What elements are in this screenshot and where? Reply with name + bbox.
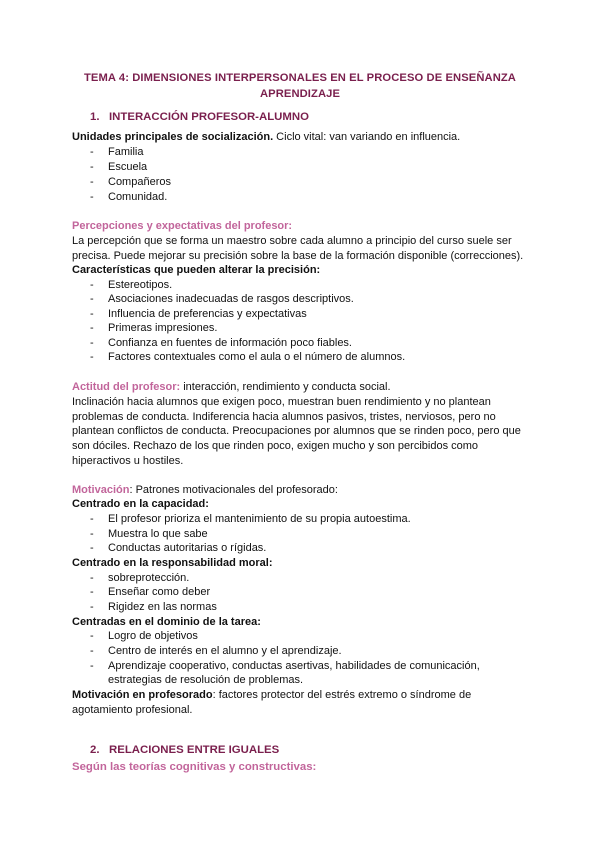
list-item xyxy=(90,527,208,541)
responsabilidad-heading: Centrado en la responsabilidad moral: xyxy=(72,557,273,569)
list-text: Muestra lo que sabe xyxy=(108,528,208,540)
bullet-dash: - xyxy=(90,337,94,349)
list-text: Asociaciones inadecuadas de rasgos descriptivos. xyxy=(108,293,354,305)
profesorado-rest: : factores protector del estrés extremo o síndrome de xyxy=(212,689,472,701)
title-line-1: TEMA 4: DIMENSIONES INTERPERSONALES EN EL PROCESO DE ENSEÑANZA xyxy=(83,72,516,84)
bullet-dash: - xyxy=(90,660,94,672)
list-text: Estereotipos. xyxy=(108,279,173,291)
bullet-dash: - xyxy=(90,279,94,291)
bullet-dash: - xyxy=(90,528,94,540)
profesorado-line xyxy=(72,688,471,702)
list-item xyxy=(90,292,354,306)
teorias-subheading: Según las teorías cognitivas y constructivas: xyxy=(72,761,317,773)
unidades-line xyxy=(72,130,460,144)
bullet-dash: - xyxy=(90,176,94,188)
profesorado-bold: Motivación en profesorado xyxy=(72,689,213,701)
bullet-dash: - xyxy=(90,572,94,584)
percepciones-heading: Percepciones y expectativas del profesor: xyxy=(72,220,293,232)
percepciones-text-1: La percepción que se forma un maestro sobre cada alumno a principio del curso suele ser xyxy=(72,235,512,247)
title-line-2: APRENDIZAJE xyxy=(259,88,341,100)
list-item xyxy=(90,145,143,159)
list-item xyxy=(90,600,217,614)
bullet-dash: - xyxy=(90,322,94,334)
list-item xyxy=(90,659,480,673)
bullet-dash: - xyxy=(90,293,94,305)
capacidad-heading: Centrado en la capacidad: xyxy=(72,498,209,510)
tarea-heading: Centradas en el dominio de la tarea: xyxy=(72,616,261,628)
list-text: Primeras impresiones. xyxy=(108,322,218,334)
list-item xyxy=(90,571,189,585)
list-text: Influencia de preferencias y expectativas xyxy=(108,308,307,320)
bullet-dash: - xyxy=(90,542,94,554)
unidades-bold: Unidades principales de socialización. xyxy=(72,131,274,143)
list-text: Familia xyxy=(108,146,144,158)
unidades-rest: Ciclo vital: van variando en influencia. xyxy=(273,131,461,143)
bullet-dash: - xyxy=(90,351,94,363)
list-text: Factores contextuales como el aula o el número de alumnos. xyxy=(108,351,406,363)
list-text: Compañeros xyxy=(108,176,171,188)
list-text: Enseñar como deber xyxy=(108,586,211,598)
list-item xyxy=(90,307,307,321)
percepciones-text-2: precisa. Puede mejorar su precisión sobre la base de la formación disponible (correcciones). xyxy=(72,250,524,262)
actitud-text-4: son dóciles. Rechazo de los que rinden poco, exigen mucho y son percibidos como xyxy=(72,440,479,452)
list-item xyxy=(90,190,167,204)
motivacion-line xyxy=(72,483,338,497)
section-1-heading xyxy=(90,111,309,123)
list-item xyxy=(90,541,266,555)
section-2-heading xyxy=(90,744,279,756)
list-text: Confianza en fuentes de información poco fiables. xyxy=(108,337,352,349)
bullet-dash: - xyxy=(90,146,94,158)
bullet-dash: - xyxy=(90,645,94,657)
list-text: sobreprotección. xyxy=(108,572,190,584)
list-item xyxy=(90,585,210,599)
list-text: Rigidez en las normas xyxy=(108,601,217,613)
list-item xyxy=(90,350,405,364)
bullet-dash: - xyxy=(90,586,94,598)
bullet-dash: - xyxy=(90,601,94,613)
list-item xyxy=(90,321,217,335)
list-text: Logro de objetivos xyxy=(108,630,198,642)
list-item xyxy=(90,336,352,350)
list-item-continuation: estrategias de resolución de problemas. xyxy=(108,674,304,686)
list-item xyxy=(90,160,147,174)
list-text: Comunidad. xyxy=(108,191,168,203)
list-item xyxy=(90,644,342,658)
section-title: RELACIONES ENTRE IGUALES xyxy=(109,744,280,756)
caracteristicas-heading: Características que pueden alterar la precisión: xyxy=(72,264,321,276)
list-text: El profesor prioriza el mantenimiento de su propia autoestima. xyxy=(108,513,411,525)
profesorado-line-2: agotamiento profesional. xyxy=(72,704,193,716)
section-number: 1. xyxy=(90,111,100,123)
list-item xyxy=(90,629,198,643)
bullet-dash: - xyxy=(90,308,94,320)
bullet-dash: - xyxy=(90,630,94,642)
actitud-text-1: Inclinación hacia alumnos que exigen poco, muestran buen rendimiento y no plantean xyxy=(72,396,491,408)
bullet-dash: - xyxy=(90,191,94,203)
bullet-dash: - xyxy=(90,513,94,525)
section-number: 2. xyxy=(90,744,100,756)
actitud-text-2: problemas de conducta. Indiferencia hacia alumnos pasivos, tristes, nerviosos, pero no xyxy=(72,411,496,423)
actitud-text-5: hiperactivos u hostiles. xyxy=(72,455,184,467)
actitud-text-3: plantean conflictos de conducta. Preocupaciones por alumnos que se rinden poco, pero que xyxy=(72,425,521,437)
actitud-label: Actitud del profesor: xyxy=(72,381,181,393)
document-title xyxy=(60,70,540,102)
actitud-rest: interacción, rendimiento y conducta social. xyxy=(180,381,391,393)
list-text: Conductas autoritarias o rígidas. xyxy=(108,542,267,554)
list-text: Escuela xyxy=(108,161,148,173)
motivacion-rest: : Patrones motivacionales del profesorado: xyxy=(129,484,338,496)
list-item xyxy=(90,278,172,292)
list-item xyxy=(90,175,171,189)
list-text: Centro de interés en el alumno y el aprendizaje. xyxy=(108,645,342,657)
section-title: INTERACCIÓN PROFESOR-ALUMNO xyxy=(109,111,309,123)
actitud-line xyxy=(72,380,391,394)
motivacion-label: Motivación xyxy=(72,484,130,496)
list-text: Aprendizaje cooperativo, conductas asertivas, habilidades de comunicación, xyxy=(108,660,480,672)
list-item xyxy=(90,512,411,526)
bullet-dash: - xyxy=(90,161,94,173)
